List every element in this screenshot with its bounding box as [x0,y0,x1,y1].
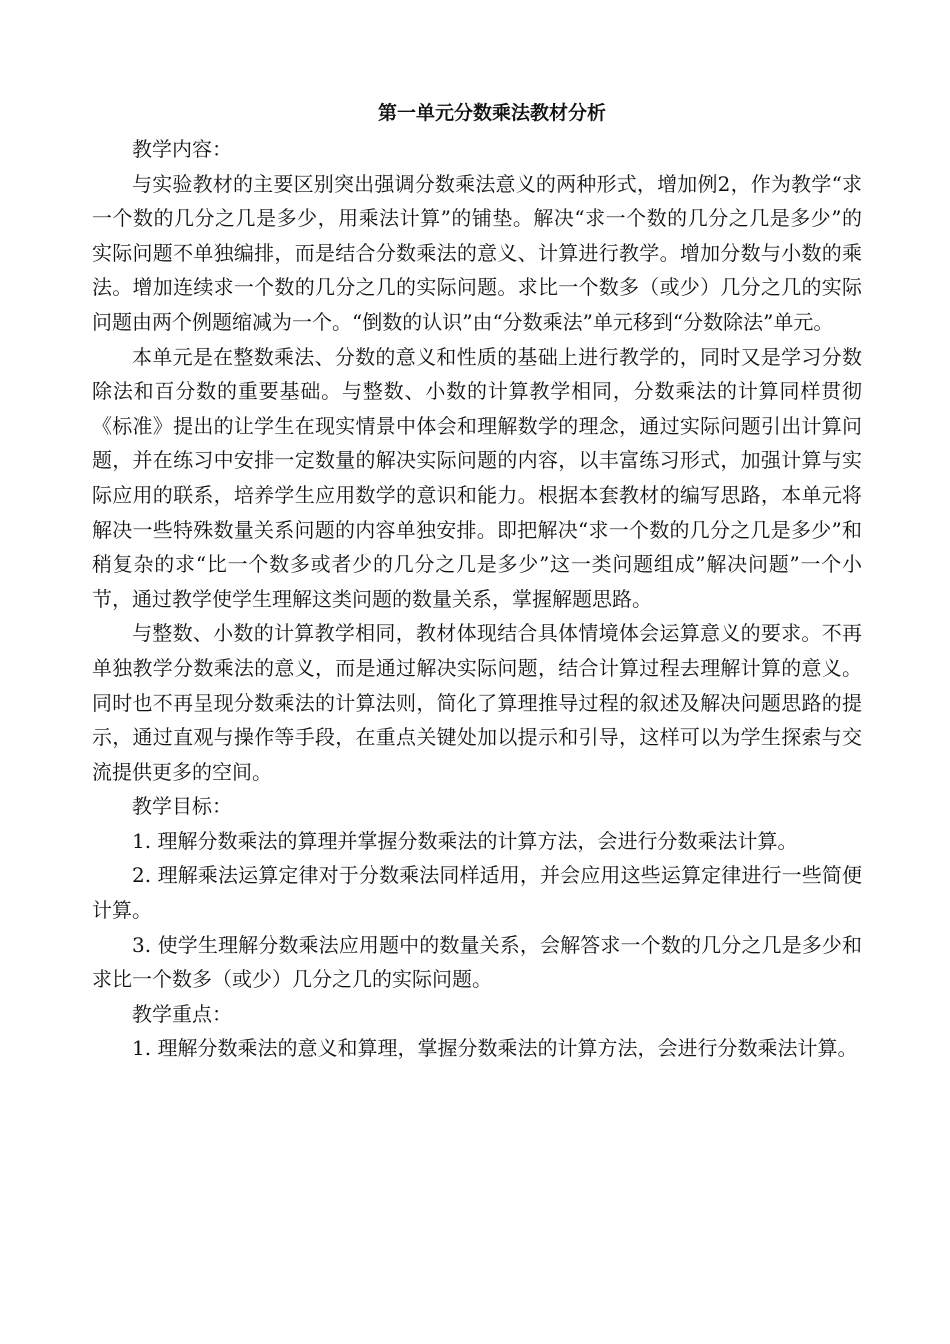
section-heading-goals: 教学目标： [132,794,232,819]
content-paragraph: 与实验教材的主要区别突出强调分数乘法意义的两种形式，增加例2，作为教学“求一个数的几分之几是多少，用乘法计算”的铺垫。解决“求一个数的几分之几是多少”的实际问题不单独编排，而是结合分数乘法的意义、计算进行教学。增加分数与小数的乘法。增加连续求一个数的几分之几的实际问题。求比一个数多（或少）几分之几的实际问题由两个例题缩减为一个。“倒数的认识”由“分数乘法”单元移到“分数除法”单元。 [92,171,862,334]
goal-item: 3. 使学生理解分数乘法应用题中的数量关系，会解答求一个数的几分之几是多少和求比一个数多（或少）几分之几的实际问题。 [92,932,862,992]
content-paragraph: 本单元是在整数乘法、分数的意义和性质的基础上进行教学的，同时又是学习分数除法和百分数的重要基础。与整数、小数的计算教学相同，分数乘法的计算同样贯彻《标准》提出的让学生在现实情景中体会和理解数学的理念，通过实际问题引出计算问题，并在练习中安排一定数量的解决实际问题的内容，以丰富练习形式，加强计算与实际应用的联系，培养学生应用数学的意识和能力。根据本套教材的编写思路，本单元将解决一些特殊数量关系问题的内容单独安排。即把解决“求一个数的几分之几是多少”和稍复杂的求“比一个数多或者少的几分之几是多少”这一类问题组成”解决问题”一个小节，通过教学使学生理解这类问题的数量关系，掌握解题思路。 [92,344,862,611]
section-heading-keypoints: 教学重点： [132,1001,232,1026]
document-title: 第一单元分数乘法教材分析 [377,102,606,124]
document-body [92,94,862,1066]
content-paragraph: 与整数、小数的计算教学相同，教材体现结合具体情境体会运算意义的要求。不再单独教学分数乘法的意义，而是通过解决实际问题，结合计算过程去理解计算的意义。同时也不再呈现分数乘法的计算法则，简化了算理推导过程的叙述及解决问题思路的提示，通过直观与操作等手段，在重点关键处加以提示和引导，这样可以为学生探索与交流提供更多的空间。 [92,621,862,784]
goal-item: 2. 理解乘法运算定律对于分数乘法同样适用，并会应用这些运算定律进行一些简便计算。 [92,863,862,923]
section-heading-content: 教学内容： [132,137,232,161]
keypoint-item: 1. 理解分数乘法的意义和算理，掌握分数乘法的计算方法，会进行分数乘法计算。 [132,1036,858,1061]
goal-item: 1. 理解分数乘法的算理并掌握分数乘法的计算方法，会进行分数乘法计算。 [132,828,798,853]
